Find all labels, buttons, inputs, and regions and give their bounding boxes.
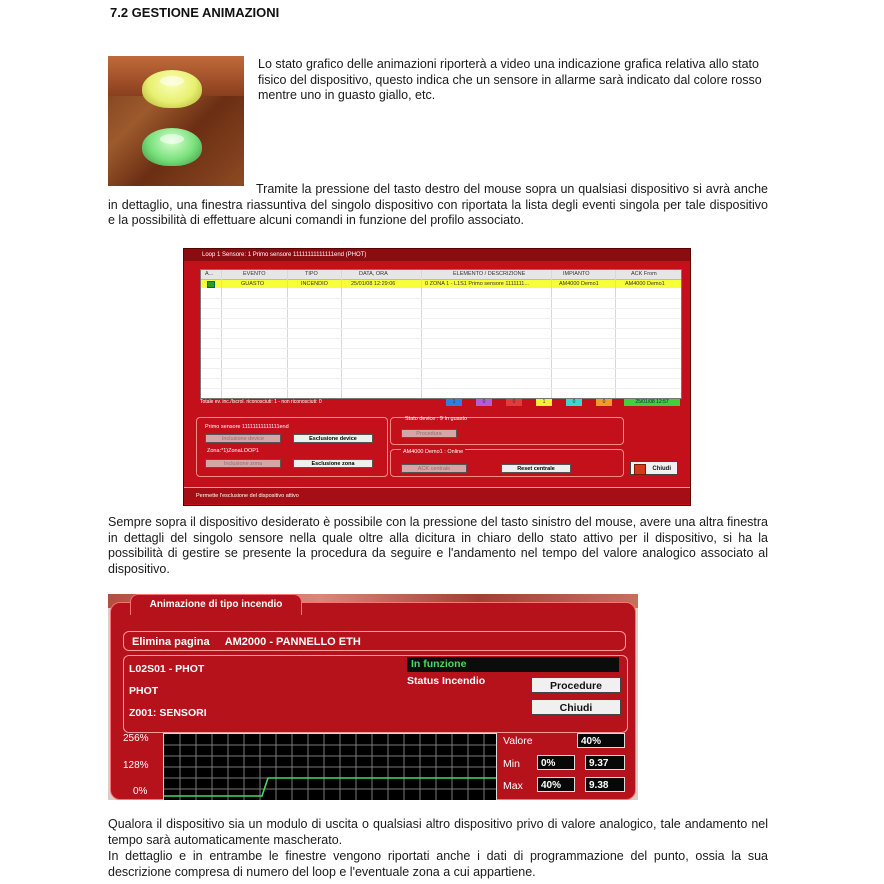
y-label-0: 0% bbox=[133, 786, 148, 797]
green-detector-image bbox=[142, 128, 202, 166]
max-label: Max bbox=[503, 780, 523, 792]
device-name: Primo sensore 11111111111111end bbox=[205, 424, 289, 430]
device-panel bbox=[196, 417, 388, 477]
events-summary: Totale ev. inc./Iscrol. riconosciuti: 1 - non riconosciuti: 0 bbox=[200, 399, 322, 405]
valore-display: 40% bbox=[577, 733, 625, 748]
trend-line bbox=[164, 778, 496, 796]
reset-centrale-button[interactable]: Reset centrale bbox=[501, 464, 571, 473]
inclusione-zona-button[interactable]: Inclusione zona bbox=[205, 459, 281, 468]
col-ack-from: ACK From bbox=[631, 271, 657, 277]
elimina-pagina-link[interactable]: Elimina pagina bbox=[132, 636, 210, 648]
paragraph-5: In dettaglio e in entrambe le finestre vengono riportati anche i dati di programmazione del punto, ossia la sua descrizione compresa di numero del loop e l'eventuale zona a cui appartiene. bbox=[108, 849, 768, 879]
col-elemento: ELEMENTO / DESCRIZIONE bbox=[453, 271, 526, 277]
counter-blue: 1 bbox=[446, 399, 462, 406]
max-percent: 40% bbox=[537, 777, 575, 792]
ack-centrale-button[interactable]: ACK centrale bbox=[401, 464, 467, 473]
device-type: PHOT bbox=[129, 685, 159, 697]
device-state-display: In funzione bbox=[407, 657, 619, 672]
col-data: DATA, ORA bbox=[359, 271, 388, 277]
paragraph-4: Qualora il dispositivo sia un modulo di uscita o qualsiasi altro dispositivo privo di valore analogico, tale andamento nel tempo sarà automaticamente mascherato. bbox=[108, 817, 768, 847]
procedura-button[interactable]: Procedura bbox=[401, 429, 457, 438]
page-bar bbox=[123, 631, 626, 651]
chiudi-button[interactable]: Chiudi bbox=[531, 699, 621, 715]
analog-trend-chart bbox=[163, 733, 497, 800]
row-ack: AM4000 Demo1 bbox=[625, 281, 665, 287]
paragraph-2: Tramite la pressione del tasto destro del mouse sopra un qualsiasi dispositivo si avrà anche in dettaglio, una finestra riassuntiva del singolo dispositivo con riportata la lista degli eventi singola per tale dispositivo e la possibilità di effettuare alcuni comandi in funzione del profilo associato. bbox=[108, 182, 768, 227]
max-value: 9.38 bbox=[585, 777, 625, 792]
detector-photo bbox=[108, 56, 244, 186]
date-box: 25/01/08 12:57 bbox=[624, 399, 680, 406]
col-evento: EVENTO bbox=[243, 271, 266, 277]
animation-frame bbox=[110, 602, 636, 800]
col-tipo: TIPO bbox=[305, 271, 318, 277]
inclusione-device-button[interactable]: Inclusione device bbox=[205, 434, 281, 443]
paragraph-1: Lo stato grafico delle animazioni riporterà a video una indicazione grafica relativa allo stato fisico del dispositivo, questo indica che un sensore in allarme sarà indicato dal colore rosso mentre uno in guasto giallo, etc. bbox=[258, 57, 762, 102]
counter-purple: 0 bbox=[476, 399, 492, 406]
yellow-detector-image bbox=[142, 70, 202, 108]
fire-animation-window-screenshot bbox=[108, 594, 638, 800]
paragraph-3: Sempre sopra il dispositivo desiderato è possibile con la pressione del tasto sinistro del mouse, avere una altra finestra in dettagli del singolo sensore nella quale oltre alla dicitura in chiaro dello stato attivo per il dispositivo, si ha la possibilità di gestire se presente la procedura da seguire e l'andamento nel tempo del valore analogico associato al dispositivo. bbox=[108, 515, 768, 576]
status-incendio-label: Status Incendio bbox=[407, 675, 486, 687]
check-icon[interactable] bbox=[207, 281, 215, 288]
close-door-icon bbox=[634, 464, 646, 475]
device-events-window-screenshot bbox=[183, 248, 691, 506]
animation-tab-title: Animazione di tipo incendio bbox=[130, 594, 302, 615]
min-value: 9.37 bbox=[585, 755, 625, 770]
panel-name: AM2000 - PANNELLO ETH bbox=[224, 636, 361, 648]
counter-yellow: 1 bbox=[536, 399, 552, 406]
zone-label: Zona:*1)ZonaLOOP1 bbox=[207, 448, 259, 454]
col-ack: A... bbox=[205, 271, 214, 277]
procedure-button[interactable]: Procedure bbox=[531, 677, 621, 693]
device-zone: Z001: SENSORI bbox=[129, 707, 207, 719]
section-heading: 7.2 GESTIONE ANIMAZIONI bbox=[110, 5, 280, 20]
row-evento: GUASTO bbox=[241, 281, 265, 287]
counter-cyan: 0 bbox=[566, 399, 582, 406]
counter-red: 0 bbox=[506, 399, 522, 406]
stato-device-panel bbox=[390, 417, 624, 445]
stato-device-label: Stato device : 9 In guasto bbox=[405, 416, 468, 422]
centrale-panel bbox=[390, 449, 624, 477]
device-address: L02S01 - PHOT bbox=[129, 663, 205, 675]
min-percent: 0% bbox=[537, 755, 575, 770]
window-title: Loop 1 Sensore: 1 Primo sensore 11111111111111end (PHOT) bbox=[184, 249, 690, 261]
esclusione-zona-button[interactable]: Esclusione zona bbox=[293, 459, 373, 468]
row-elemento: 0 ZONA 1 - L1S1 Primo sensore 1111111... bbox=[425, 281, 529, 287]
valore-label: Valore bbox=[503, 735, 533, 747]
esclusione-device-button[interactable]: Esclusione device bbox=[293, 434, 373, 443]
min-label: Min bbox=[503, 758, 520, 770]
row-tipo: INCENDIO bbox=[301, 281, 328, 287]
chiudi-button[interactable] bbox=[630, 461, 678, 475]
y-label-256: 256% bbox=[123, 733, 149, 744]
row-impianto: AM4000 Demo1 bbox=[559, 281, 599, 287]
y-label-128: 128% bbox=[123, 760, 149, 771]
table-header bbox=[201, 270, 681, 280]
chiudi-button-label: Chiudi bbox=[652, 466, 671, 472]
counter-orange: 0 bbox=[596, 399, 612, 406]
events-table bbox=[200, 269, 682, 399]
table-row[interactable] bbox=[201, 280, 681, 288]
window-footer-hint: Permette l'esclusione del dispositivo attivo bbox=[184, 487, 690, 504]
row-data: 25/01/08 12:29:06 bbox=[351, 281, 396, 287]
panel-status-label: AM4000 Demo1 : Online bbox=[403, 449, 464, 455]
col-impianto: IMPIANTO bbox=[563, 271, 590, 277]
